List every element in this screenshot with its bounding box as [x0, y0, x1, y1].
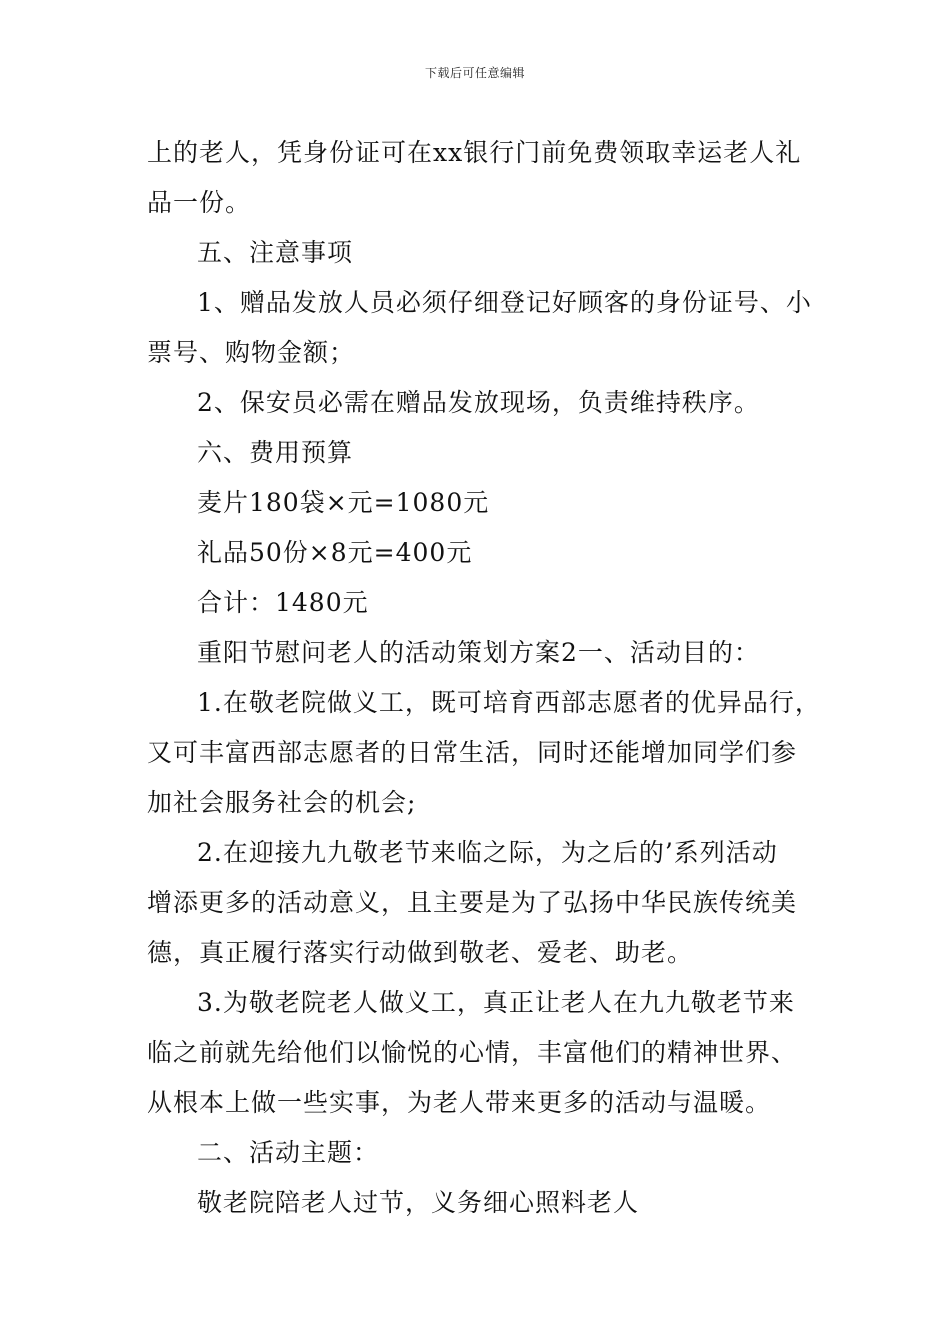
text-line: 2.在迎接九九敬老节来临之际，为之后的’系列活动	[197, 838, 778, 867]
text-line: 麦片180袋×元=1080元	[197, 488, 490, 517]
paragraph	[147, 528, 837, 578]
text-line: 重阳节慰问老人的活动策划方案2一、活动目的：	[197, 638, 760, 667]
text-line: 增添更多的活动意义，且主要是为了弘扬中华民族传统美	[147, 888, 798, 917]
paragraph	[147, 628, 837, 678]
text-line: 加社会服务社会的机会;	[147, 788, 417, 817]
text-line: 二、活动主题：	[197, 1138, 380, 1167]
paragraph	[147, 278, 837, 378]
paragraph	[147, 1128, 837, 1178]
page-header: 下载后可任意编辑	[424, 66, 525, 80]
text-line: 又可丰富西部志愿者的日常生活，同时还能增加同学们参	[147, 738, 798, 767]
document-body	[147, 128, 837, 1228]
text-line: 品一份。	[147, 188, 252, 217]
text-line: 上的老人，凭身份证可在xx银行门前免费领取幸运老人礼	[147, 138, 802, 167]
paragraph	[147, 1178, 837, 1228]
text-line: 德，真正履行落实行动做到敬老、爱老、助老。	[147, 938, 694, 967]
paragraph	[147, 978, 837, 1128]
paragraph	[147, 228, 837, 278]
text-line: 五、注意事项	[197, 238, 354, 267]
paragraph	[147, 478, 837, 528]
text-line: 2、保安员必需在赠品发放现场，负责维持秩序。	[197, 388, 760, 417]
text-line: 从根本上做一些实事，为老人带来更多的活动与温暖。	[147, 1088, 772, 1117]
paragraph	[147, 128, 837, 228]
paragraph	[147, 378, 837, 428]
paragraph	[147, 428, 837, 478]
paragraph	[147, 678, 837, 828]
text-line: 1.在敬老院做义工，既可培育西部志愿者的优异品行，	[197, 688, 821, 717]
text-line: 敬老院陪老人过节，义务细心照料老人	[197, 1188, 640, 1217]
text-line: 1、赠品发放人员必须仔细登记好顾客的身份证号、小	[197, 288, 812, 317]
text-line: 临之前就先给他们以愉悦的心情，丰富他们的精神世界、	[147, 1038, 798, 1067]
text-line: 3.为敬老院老人做义工，真正让老人在九九敬老节来	[197, 988, 795, 1017]
text-line: 礼品50份×8元=400元	[197, 538, 473, 567]
paragraph	[147, 828, 837, 978]
text-line: 合计：1480元	[197, 588, 369, 617]
text-line: 六、费用预算	[197, 438, 354, 467]
paragraph	[147, 578, 837, 628]
text-line: 票号、购物金额；	[147, 338, 356, 367]
